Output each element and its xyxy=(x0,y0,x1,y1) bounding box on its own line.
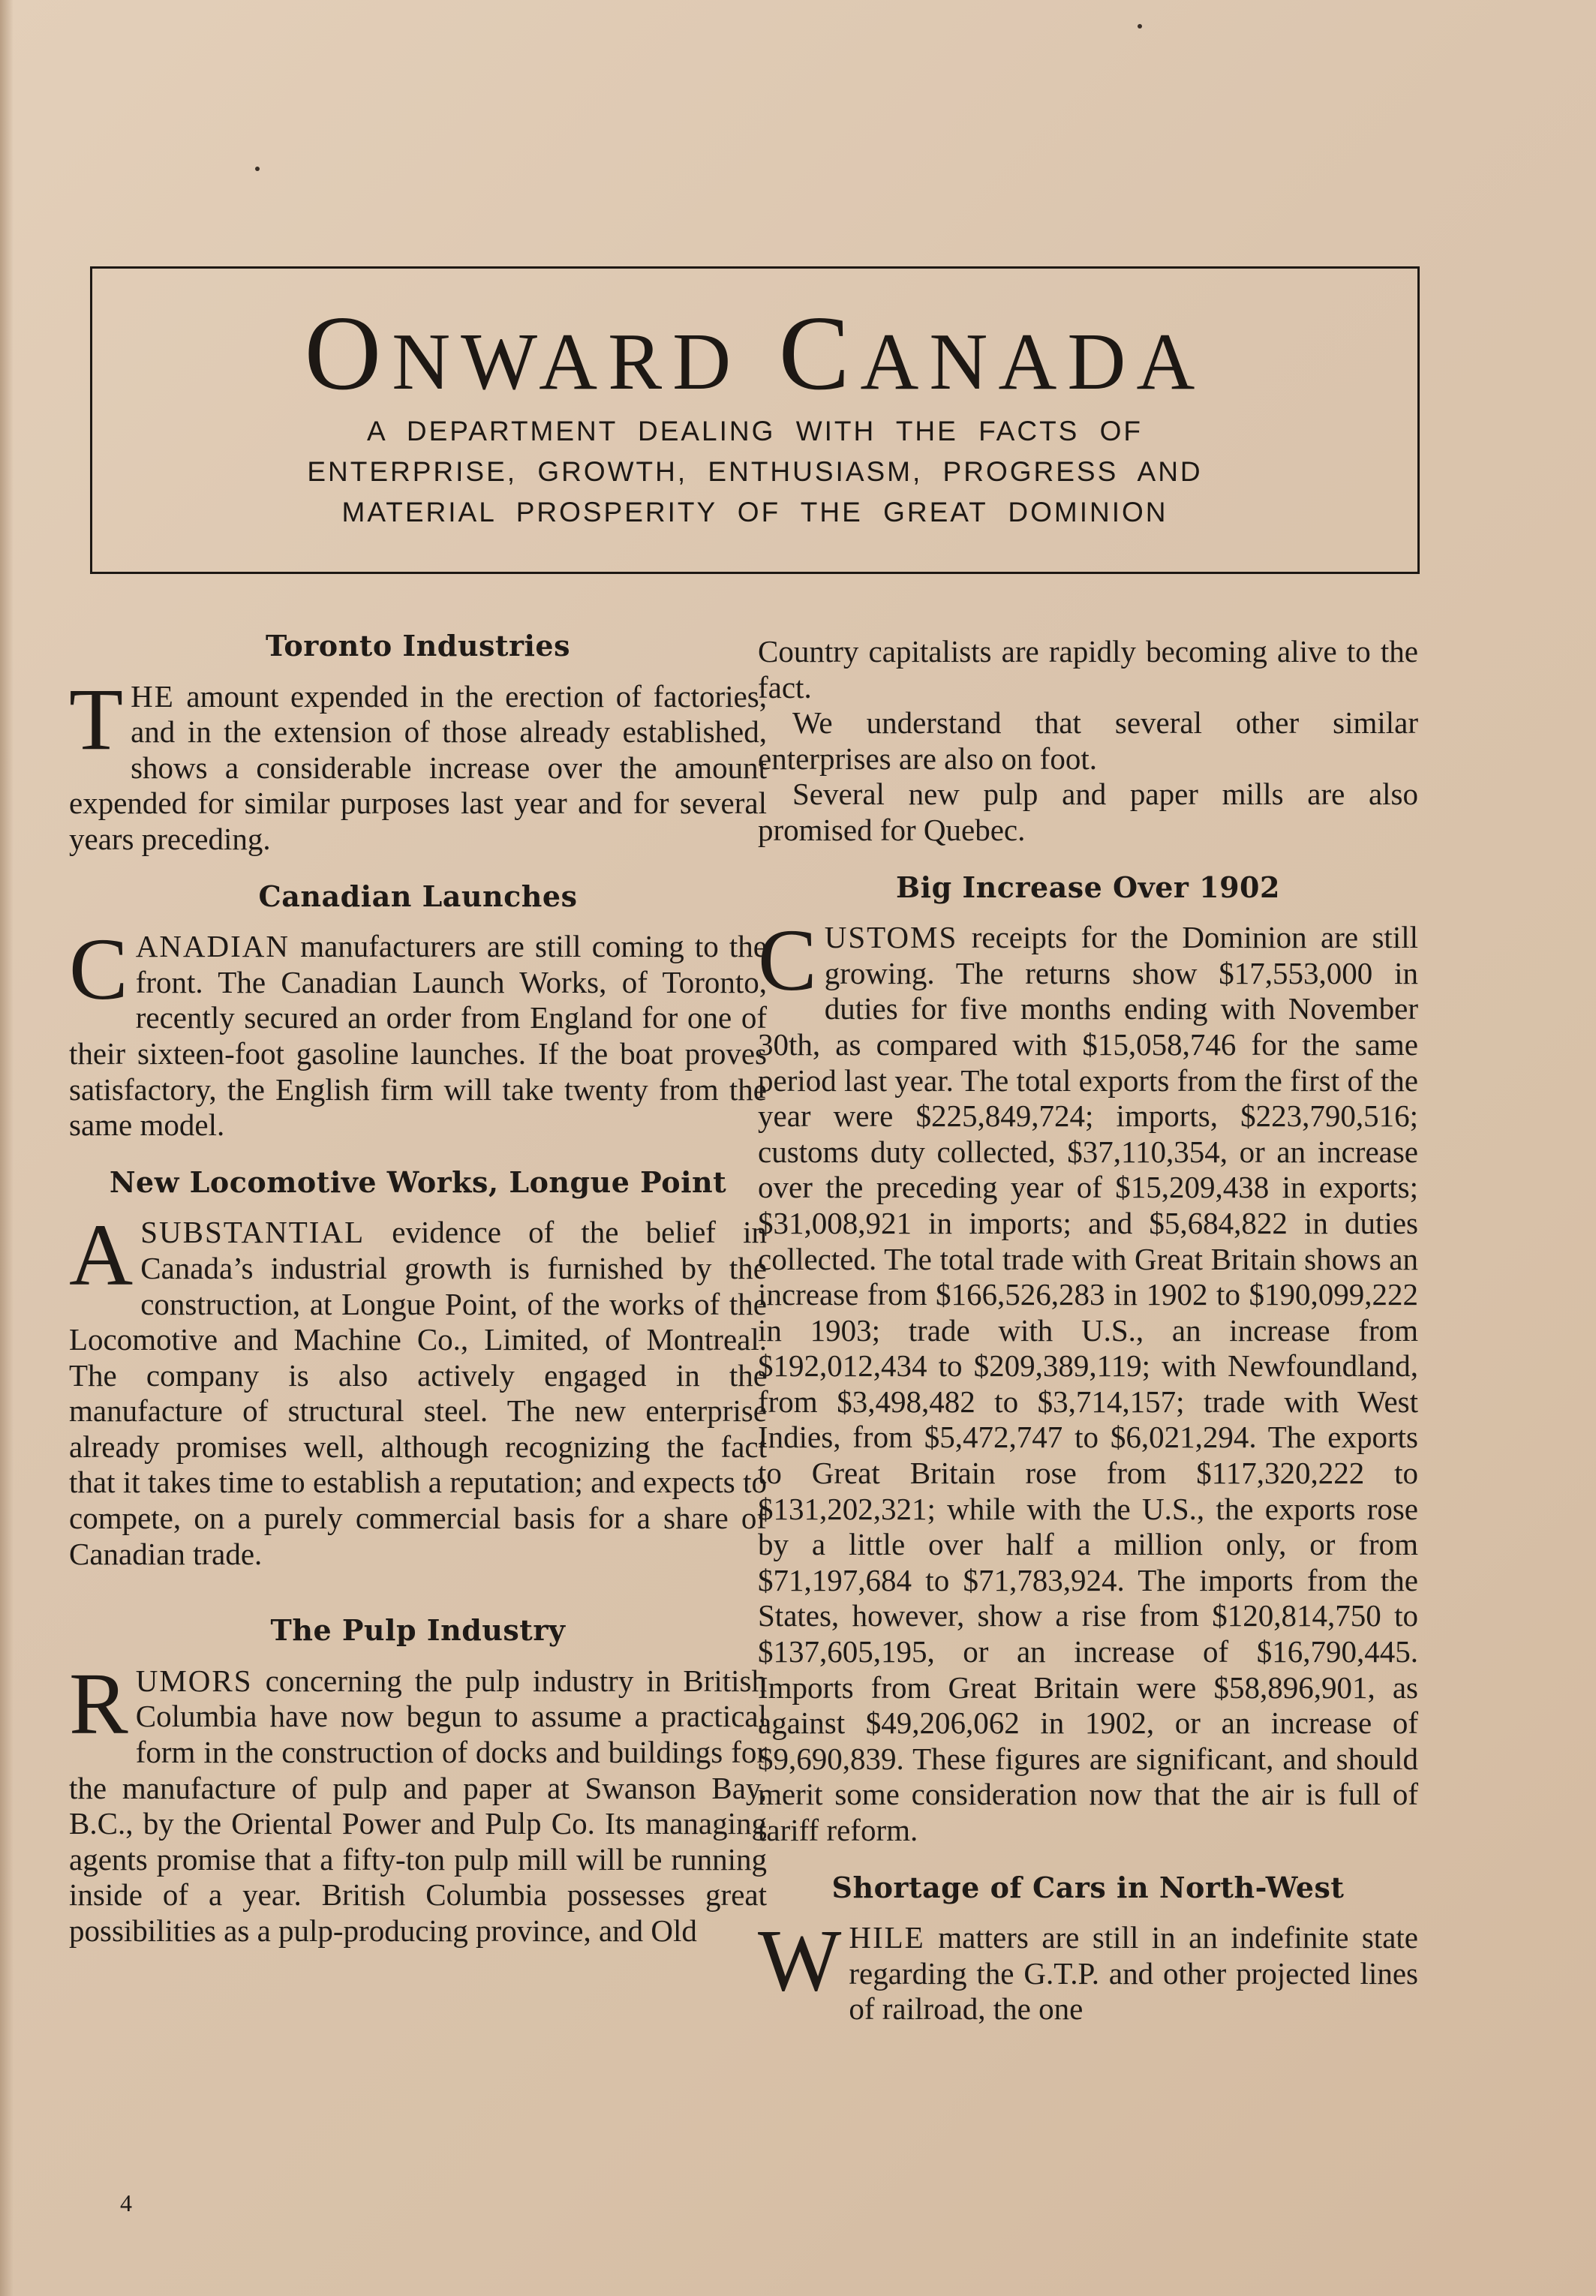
ink-speck xyxy=(255,167,260,171)
article-body-continued: Several new pulp and paper mills are also promised for Quebec. xyxy=(758,777,1418,847)
masthead-box xyxy=(90,266,1420,574)
masthead-title: ONWARD CANADA xyxy=(304,293,1206,412)
article-heading: Toronto Industries xyxy=(266,629,570,663)
article-body-continued: Country capitalists are rapidly becoming alive to the fact. xyxy=(758,634,1418,705)
drop-cap: C xyxy=(69,920,128,1019)
article-heading: Big Increase Over 1902 xyxy=(896,870,1280,904)
article-body: CUSTOMS receipts for the Dominion are still growing. The returns show $17,553,000 in duties for five months ending with November 30th, as compared with $15,058,746 for the same period last year. The total exports from the first of the year were $225,849,724; imports, $223,790,516; customs duty collected, $37,110,354, or an increase over the preceding year of $15,209,438 in exports; $31,008,921 in imports; and $5,684,822 in duties collected. The total trade with Great Britain shows an increase from $166,526,283 in 1902 to $190,099,222 in 1903; trade with U.S., an increase from $192,012,434 to $209,389,119; with Newfoundland, from $3,498,482 to $3,714,157; trade with West Indies, from $5,472,747 to $6,021,294. The exports to Great Britain rose from $117,320,222 to $131,202,321; while with the U.S., the exports rose by a little over half a million only, or from $71,197,684 to $71,783,924. The imports from the States, however, show a rise from $120,814,750 to $137,605,195, or an increase of $16,790,445. Imports from Great Britain were $58,896,901, as against $49,206,062 in 1902, or an increase of $9,690,839. These figures are significant, and should merit some consideration now that the air is full of tariff reform. xyxy=(758,911,1418,1847)
left-column xyxy=(69,619,767,1949)
article-body-continued: We understand that several other similar enterprises are also on foot. xyxy=(758,705,1418,776)
article-heading: New Locomotive Works, Longue Point xyxy=(109,1165,727,1199)
drop-cap: C xyxy=(758,911,817,1010)
article-body: RUMORS concerning the pulp industry in British Columbia have now begun to assume a practical form in the construction of docks and buildings for the manufacture of pulp and paper at Swanson Bay, B.C., by the Oriental Power and Pulp Co. Its managing agents promise that a fifty-ton pulp mill will be running inside of a year. British Columbia possesses great possibilities as a pulp-producing province, and Old xyxy=(69,1654,767,1948)
page-number: 4 xyxy=(120,2189,132,2216)
article-heading: Canadian Launches xyxy=(258,879,578,913)
article-heading: Shortage of Cars in North-West xyxy=(831,1870,1345,1904)
subtitle-line: ENTERPRISE, GROWTH, ENTHUSIASM, PROGRESS AND xyxy=(307,456,1203,487)
article-body: THE amount expended in the erection of factories, and in the extension of those already established, shows a considerable increase over the amount expended for similar purposes last year and for several years preceding. xyxy=(69,669,767,856)
page-left-edge xyxy=(0,0,14,2296)
right-column xyxy=(758,619,1418,2027)
article-body: CANADIAN manufacturers are still coming to the front. The Canadian Launch Works, of Toronto, recently secured an order from England for one of their sixteen-foot gasoline launches. If the boat proves satisfactory, the English firm will take twenty from the same model. xyxy=(69,920,767,1143)
subtitle-line: MATERIAL PROSPERITY OF THE GREAT DOMINION xyxy=(341,497,1168,527)
drop-cap: W xyxy=(758,1911,842,2010)
drop-cap: T xyxy=(69,669,124,768)
masthead-subtitle xyxy=(92,411,1417,533)
article-body: WHILE matters are still in an indefinite state regarding the G.T.P. and other projected lines of railroad, the one xyxy=(758,1911,1418,2027)
article-body: A SUBSTANTIAL evidence of the belief in Canada’s industrial growth is furnished by the construction, at Longue Point, of the works of the Locomotive and Machine Co., Limited, of Montreal. The company is also actively engaged in the manufacture of structural steel. The new enterprise already promises well, although recognizing the fact that it takes time to establish a reputation; and expects to compete, on a purely commercial basis for a share of Canadian trade. xyxy=(69,1206,767,1571)
drop-cap: R xyxy=(69,1654,128,1753)
article-heading: The Pulp Industry xyxy=(270,1613,566,1648)
ink-speck xyxy=(1138,24,1142,29)
subtitle-line: A DEPARTMENT DEALING WITH THE FACTS OF xyxy=(366,416,1144,446)
drop-cap: A xyxy=(69,1206,134,1305)
